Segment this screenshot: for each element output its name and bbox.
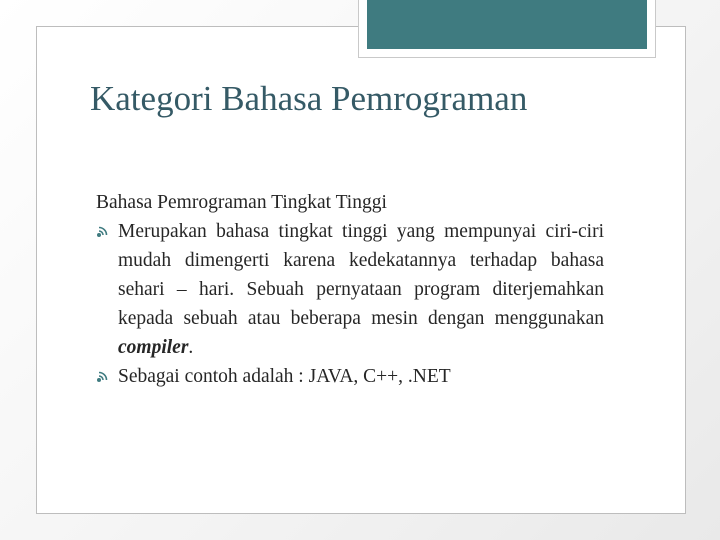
slide-content: [96, 188, 604, 391]
accent-fill: [367, 0, 647, 49]
bullet-item-examples: [96, 362, 604, 391]
bullet-list: [96, 217, 604, 391]
bullet-text: Merupakan bahasa tingkat tinggi yang mempunyai ciri-ciri mudah dimengerti karena kedekatannya terhadap bahasa sehari – hari. Sebuah pernyataan program diterjemahkan kepada sebuah atau beberapa mesin dengan menggunakan: [118, 221, 604, 329]
subheading: Bahasa Pemrograman Tingkat Tinggi: [96, 192, 387, 213]
slide-title: Kategori Bahasa Pemrograman: [90, 79, 528, 118]
wifi-bullet-icon: [96, 226, 113, 238]
wifi-bullet-icon: [96, 371, 113, 383]
bullet-text: Sebagai contoh adalah : JAVA, C++, .NET: [118, 366, 451, 387]
compiler-emphasis: compiler: [118, 337, 189, 358]
bullet-text-end: .: [188, 337, 194, 358]
accent-banner: [358, 0, 656, 58]
bullet-item-definition: [96, 217, 604, 362]
